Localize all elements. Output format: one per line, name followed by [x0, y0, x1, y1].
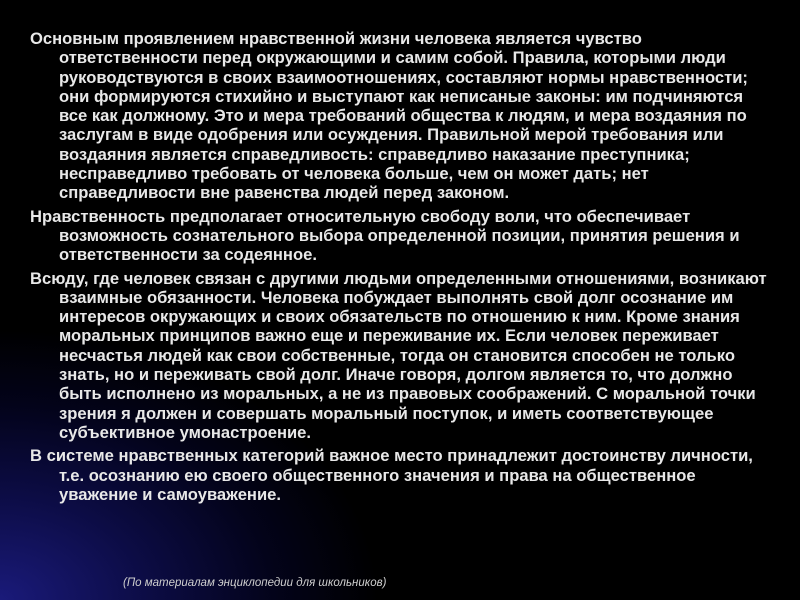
- paragraph-text: Нравственность предполагает относительную свободу воли, что обеспечивает возможность сознательного выбора определенной позиции, принятия решения и ответственности за содеянное.: [30, 206, 740, 265]
- paragraph-dignity: [30, 446, 770, 504]
- paragraph-duty: [30, 269, 770, 443]
- paragraph-text: Всюду, где человек связан с другими людьми определенными отношениями, возникают взаимные обязанности. Человека побуждает выполнять свой долг осознание им интересов окружающих и своих обязательств по отношению к ним. Кроме знания моральных принципов важно еще и переживание их. Если человек переживает несчастья людей как свои собственные, тогда он становится способен не только знать, но и переживать свой долг. Иначе говоря, долгом является то, что должно быть исполнено из моральных, а не из правовых соображений. С моральной точки зрения я должен и совершать моральный поступок, и иметь соответствующее субъективное умонастроение.: [30, 268, 767, 442]
- slide-body: [30, 29, 770, 508]
- paragraph-responsibility: [30, 29, 770, 203]
- paragraph-text: Основным проявлением нравственной жизни человека является чувство ответственности перед окружающими и самим собой. Правила, которыми люди руководствуются в своих взаимоотношениях, составляют нормы нравственности; они формируются стихийно и выступают как неписаные законы: им подчиняются все как должному. Это и мера требований общества к людям, и мера воздаяния по заслугам в виде одобрения или осуждения. Правильной мерой требования или воздаяния является справедливость: справедливо наказание преступника; несправедливо требовать от человека больше, чем он может дать; нет справедливости вне равенства людей перед законом.: [30, 29, 748, 203]
- paragraph-text: В системе нравственных категорий важное место принадлежит достоинству личности, т.е. осознанию ею своего общественного значения и права на общественное уважение и самоуважение.: [30, 446, 753, 504]
- paragraph-free-will: [30, 207, 770, 265]
- source-note: (По материалам энциклопедии для школьников): [123, 577, 387, 589]
